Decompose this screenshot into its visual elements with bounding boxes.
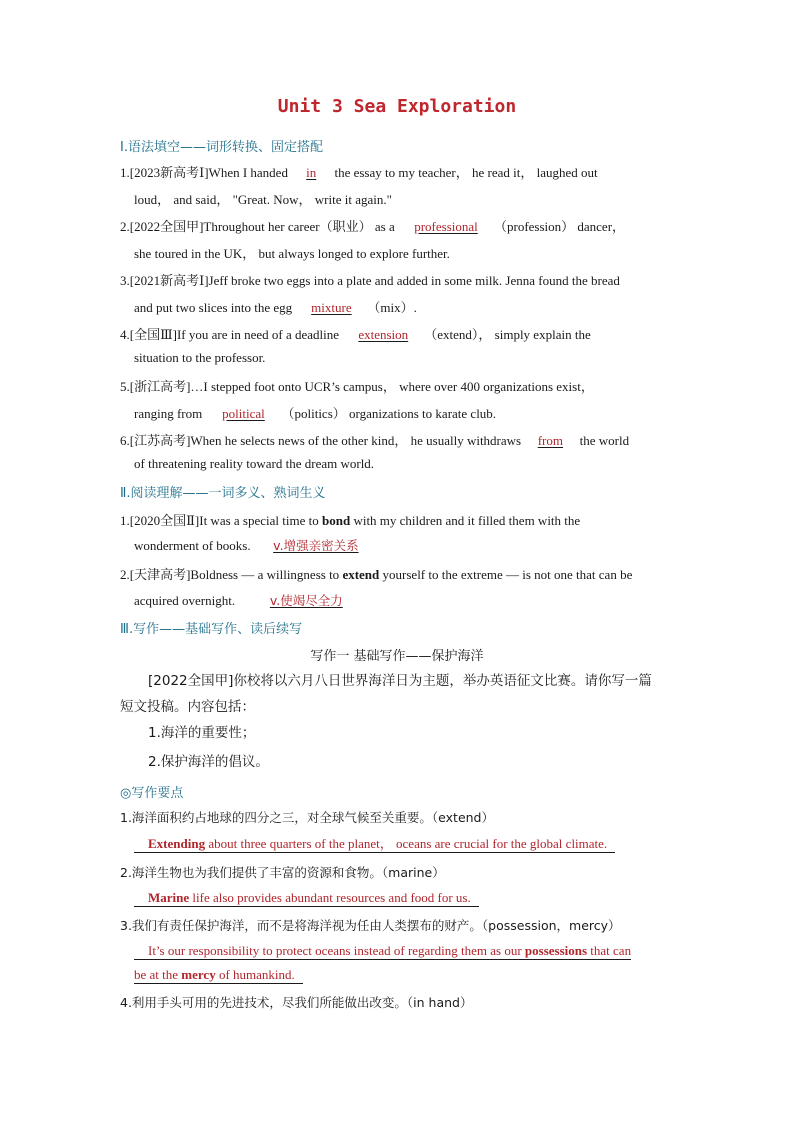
answer-line: be at the mercy of humankind. [134, 967, 303, 984]
question-2-line-2: she toured in the UK， but always longed to explore further. [134, 246, 450, 261]
question-1-line-2: loud， and said， "Great. Now， write it again." [134, 192, 392, 207]
answer-line: It’s our responsibility to protect oceans instead of regarding them as our possessions that can [134, 943, 631, 960]
question-4-line-2: situation to the professor. [134, 350, 266, 365]
writing-prompt-line-1: [2022全国甲]你校将以六月八日世界海洋日为主题，举办英语征文比赛。请你写一篇 [148, 673, 652, 689]
answer-blank: professional [414, 219, 478, 234]
question-text: 6.[江苏高考]When he selects news of the other kind， he usually withdraws [120, 433, 525, 448]
question-text: with my children and it filled them with the [350, 513, 581, 528]
section-1-heading: Ⅰ.语法填空——词形转换、固定搭配 [120, 140, 323, 155]
question-text: （politics） organizations to karate club. [281, 406, 497, 421]
question-6-line-1 [120, 430, 629, 449]
question-5-line-2 [134, 403, 496, 422]
task-4-question: 4.利用手头可用的先进技术，尽我们所能做出改变。（in hand） [120, 995, 473, 1010]
question-text: ranging from [134, 406, 206, 421]
question-text: （mix）. [367, 300, 417, 315]
page-title: Unit 3 Sea Exploration [277, 96, 517, 117]
answer-line: Marine life also provides abundant resources and food for us. [134, 890, 479, 907]
key-points-heading: ◎写作要点 [120, 786, 184, 801]
reading-2-line-1 [120, 564, 632, 583]
question-text: 1.[2023新高考Ⅰ]When I handed [120, 165, 292, 180]
task-1-question: 1.海洋面积约占地球的四分之三，对全球气候至关重要。（extend） [120, 810, 494, 825]
answer-blank: in [306, 165, 317, 180]
question-text: 2.[2022全国甲]Throughout her career（职业） as a [120, 219, 398, 234]
question-5-line-1: 5.[浙江高考]…I stepped foot onto UCR’s campus， where over 400 organizations exist， [120, 379, 594, 394]
answer-blank: political [222, 406, 265, 421]
question-text: and put two slices into the egg [134, 300, 296, 315]
answer-blank: extension [358, 327, 409, 342]
reading-1-line-1 [120, 510, 580, 529]
question-text: （extend）， simply explain the [424, 327, 591, 342]
task-3-answer-line-2 [134, 967, 303, 984]
answer-blank: v.增强亲密关系 [273, 538, 359, 553]
answer-blank: v.使竭尽全力 [269, 593, 343, 608]
section-3-heading: Ⅲ.写作——基础写作、读后续写 [120, 622, 303, 637]
reading-1-line-2 [134, 536, 378, 554]
question-4-line-1 [120, 324, 591, 343]
task-1-answer [134, 836, 615, 853]
answer-blank: from [537, 433, 563, 448]
question-text: （profession） dancer， [493, 219, 626, 234]
task-2-answer [134, 890, 479, 907]
question-text: wonderment of books. [134, 538, 254, 553]
question-text: 1.[2020全国Ⅱ]It was a special time to [120, 513, 322, 528]
question-text: the world [576, 433, 630, 448]
question-text: 2.[天津高考]Boldness — a willingness to [120, 567, 343, 582]
question-3-line-1: 3.[2021新高考Ⅰ]Jeff broke two eggs into a plate and added in some milk. Jenna found the bread [120, 273, 620, 288]
key-word: bond [321, 513, 351, 528]
task-3-question: 3.我们有责任保护海洋，而不是将海洋视为任由人类摆布的财产。（possession，mercy） [120, 918, 621, 933]
writing-prompt-line-2: 短文投稿。内容包括： [120, 699, 255, 715]
question-6-line-2: of threatening reality toward the dream world. [134, 456, 375, 471]
question-text: acquired overnight. [134, 593, 239, 608]
writing-subtitle: 写作一 基础写作——保护海洋 [310, 649, 484, 664]
section-2-heading: Ⅱ.阅读理解——一词多义、熟词生义 [120, 486, 326, 501]
task-3-answer-line-1 [134, 943, 631, 960]
question-1-line-1 [120, 162, 598, 181]
writing-point-1: 1.海洋的重要性； [148, 725, 256, 741]
answer-blank: mixture [311, 300, 352, 315]
key-word: extend [342, 567, 380, 582]
reading-2-line-2 [134, 591, 360, 609]
question-2-line-1 [120, 216, 625, 235]
question-text: the essay to my teacher， he read it， laughed out [331, 165, 598, 180]
answer-line: Extending about three quarters of the planet， oceans are crucial for the global climate. [134, 836, 615, 853]
question-text: yourself to the extreme — is not one that can be [379, 567, 633, 582]
task-2-question: 2.海洋生物也为我们提供了丰富的资源和食物。（marine） [120, 865, 445, 880]
writing-point-2: 2.保护海洋的倡议。 [148, 754, 269, 770]
question-3-line-2 [134, 297, 417, 316]
question-text: 4.[全国Ⅲ]If you are in need of a deadline [120, 327, 343, 342]
